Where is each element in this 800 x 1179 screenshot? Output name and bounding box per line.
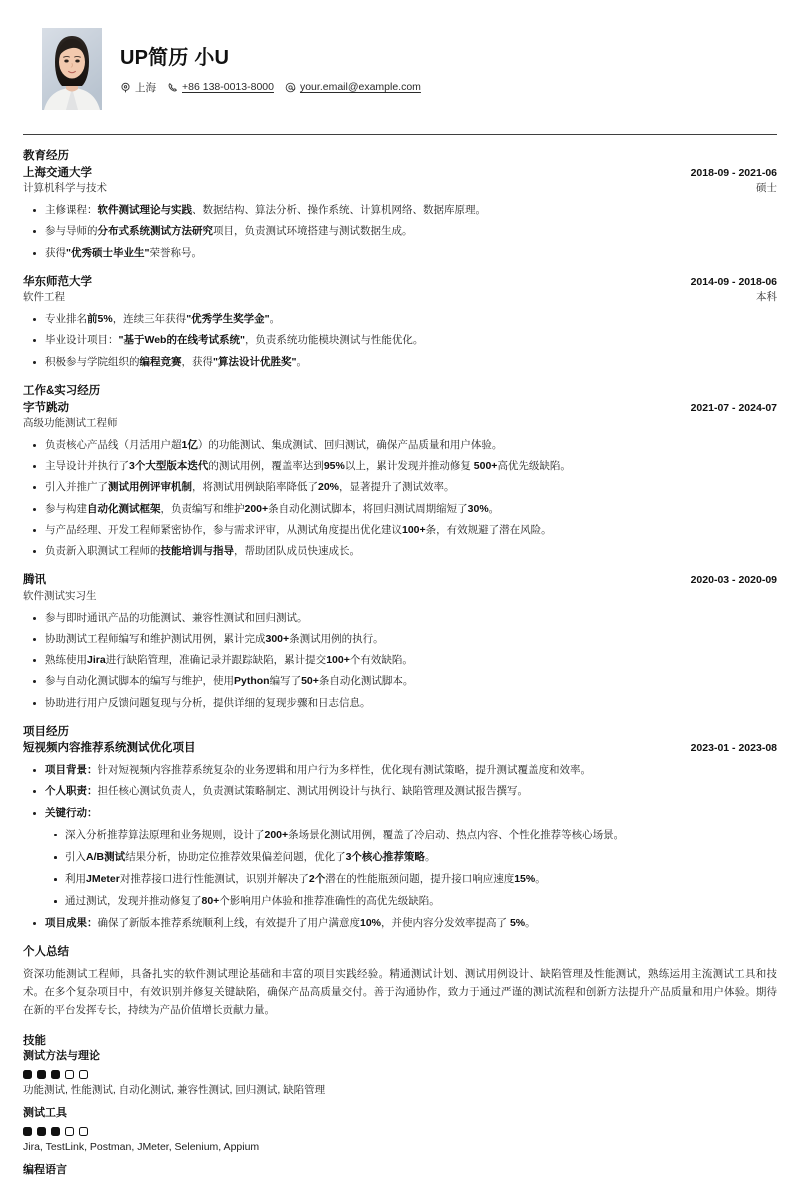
project-sub-bullets <box>45 828 777 910</box>
rating-dot-filled <box>37 1127 46 1136</box>
list-item: 毕业设计项目："基于Web的在线考试系统"，负责系统功能模块测试与性能优化。 <box>23 333 777 348</box>
work-company: 字节跳动 <box>23 401 69 414</box>
rating-dot-empty <box>79 1070 88 1079</box>
skill-name: 测试工具 <box>23 1107 67 1119</box>
contact-email[interactable] <box>285 81 421 93</box>
list-item: 负责新入职测试工程师的技能培训与指导，帮助团队成员快速成长。 <box>23 544 777 559</box>
section-education <box>23 148 777 370</box>
skill-rating <box>23 1127 777 1136</box>
candidate-name: UP简历 小U <box>120 46 230 69</box>
list-item: 获得"优秀硕士毕业生"荣誉称号。 <box>23 246 777 261</box>
list-item: 参与即时通讯产品的功能测试、兼容性测试和回归测试。 <box>23 611 777 626</box>
phone-icon <box>167 82 178 93</box>
rating-dot-filled <box>51 1070 60 1079</box>
skill-group <box>23 1106 777 1156</box>
list-item: 个人职责：担任核心测试负责人，负责测试策略制定、测试用例设计与执行、缺陷管理及测试报告撰写。 <box>23 784 777 799</box>
rating-dot-filled <box>51 1127 60 1136</box>
project-key-actions-label: 关键行动： <box>45 806 98 819</box>
contact-phone-text[interactable]: +86 138-0013-8000 <box>182 81 274 93</box>
rating-dot-filled <box>37 1070 46 1079</box>
work-entry <box>23 572 777 711</box>
education-major: 软件工程 <box>23 291 65 304</box>
resume-body <box>16 135 784 1179</box>
skill-name: 测试方法与理论 <box>23 1050 100 1063</box>
list-item: 通过测试，发现并推动修复了80+个影响用户体验和推荐准确性的高优先级缺陷。 <box>45 894 777 909</box>
section-title-education: 教育经历 <box>23 150 69 162</box>
section-projects <box>23 724 777 931</box>
skill-name: 编程语言 <box>23 1163 67 1176</box>
list-item: 专业排名前5%，连续三年获得"优秀学生奖学金"。 <box>23 312 777 327</box>
work-company: 腾讯 <box>23 574 46 587</box>
list-item: 项目背景：针对短视频内容推荐系统复杂的业务逻辑和用户行为多样性，优化现有测试策略，提升测试覆盖度和效率。 <box>23 763 777 778</box>
section-title-summary: 个人总结 <box>23 945 69 958</box>
skill-items: 功能测试, 性能测试, 自动化测试, 兼容性测试, 回归测试, 缺陷管理 <box>23 1084 326 1097</box>
education-degree: 本科 <box>756 291 777 304</box>
list-item: 协助测试工程师编写和维护测试用例，累计完成300+条测试用例的执行。 <box>23 632 777 647</box>
list-item: 积极参与学院组织的编程竞赛，获得"算法设计优胜奖"。 <box>23 355 777 370</box>
education-org: 上海交通大学 <box>23 166 92 179</box>
project-entry <box>23 740 777 930</box>
summary-text: 资深功能测试工程师，具备扎实的软件测试理论基础和丰富的项目实践经验。精通测试计划、测试用例设计、缺陷管理及性能测试，熟练运用主流测试工具和技术。在多个复杂项目中，有效识别并修复关键缺陷，确保产品高质量交付。善于沟通协作，致力于通过严谨的测试流程和创新方法提升产品质量和用户体验。期待在新的平台发挥专长，持续为产品价值增长贡献力量。 <box>23 967 777 1017</box>
section-title-projects: 项目经历 <box>23 725 69 738</box>
work-date: 2020-03 - 2020-09 <box>690 574 777 587</box>
list-item: 协助进行用户反馈问题复现与分析，提供详细的复现步骤和日志信息。 <box>23 696 777 711</box>
section-title-work: 工作&实习经历 <box>23 384 101 397</box>
education-bullets <box>23 203 777 261</box>
project-bullets <box>23 763 777 931</box>
list-item: 负责核心产品线（月活用户超1亿）的功能测试、集成测试、回归测试，确保产品质量和用户体验。 <box>23 438 777 453</box>
list-item: 参与构建自动化测试框架，负责编写和维护200+条自动化测试脚本，将回归测试周期缩短了30%。 <box>23 502 777 517</box>
section-summary <box>23 944 777 1020</box>
contact-phone[interactable] <box>167 81 274 93</box>
email-icon <box>285 82 296 93</box>
project-name: 短视频内容推荐系统测试优化项目 <box>23 742 196 755</box>
education-bullets <box>23 312 777 370</box>
rating-dot-filled <box>23 1127 32 1136</box>
skill-rating <box>23 1070 777 1079</box>
list-item: 项目成果：确保了新版本推荐系统顺利上线，有效提升了用户满意度10%，并使内容分发效率提高了 5%。 <box>23 916 777 931</box>
list-item: 利用JMeter对推荐接口进行性能测试，识别并解决了2个潜在的性能瓶颈问题，提升接口响应速度15%。 <box>45 872 777 887</box>
list-item: 主导设计并执行了3个大型版本迭代的测试用例，覆盖率达到95%以上，累计发现并推动修复 500+高优先级缺陷。 <box>23 459 777 474</box>
list-item: 深入分析推荐算法原理和业务规则，设计了200+条场景化测试用例，覆盖了冷启动、热点内容、个性化推荐等核心场景。 <box>45 828 777 843</box>
work-bullets <box>23 438 777 559</box>
contact-location-text: 上海 <box>135 81 156 94</box>
resume-header <box>16 0 784 110</box>
list-item: 参与自动化测试脚本的编写与维护，使用Python编写了50+条自动化测试脚本。 <box>23 674 777 689</box>
education-major: 计算机科学与技术 <box>23 182 107 195</box>
list-item: 熟练使用Jira进行缺陷管理，准确记录并跟踪缺陷，累计提交100+个有效缺陷。 <box>23 653 777 668</box>
work-entry <box>23 400 777 560</box>
skill-items: Jira, TestLink, Postman, JMeter, Selenium, Appium <box>23 1140 260 1153</box>
work-date: 2021-07 - 2024-07 <box>690 401 777 414</box>
header-text <box>120 44 421 95</box>
rating-dot-filled <box>23 1070 32 1079</box>
work-title: 高级功能测试工程师 <box>23 417 118 430</box>
list-item: 引入并推广了测试用例评审机制，将测试用例缺陷率降低了20%，显著提升了测试效率。 <box>23 480 777 495</box>
contact-email-text[interactable]: your.email@example.com <box>299 81 421 93</box>
list-item <box>23 806 777 910</box>
skill-group <box>23 1049 777 1099</box>
work-bullets <box>23 611 777 711</box>
work-title: 软件测试实习生 <box>23 589 97 602</box>
avatar <box>42 28 102 110</box>
education-date: 2014-09 - 2018-06 <box>690 275 777 288</box>
education-entry <box>23 165 777 261</box>
list-item: 参与导师的分布式系统测试方法研究项目，负责测试环境搭建与测试数据生成。 <box>23 224 777 239</box>
education-org: 华东师范大学 <box>23 275 92 288</box>
list-item: 引入A/B测试结果分析，协助定位推荐效果偏差问题，优化了3个核心推荐策略。 <box>45 850 777 865</box>
section-work <box>23 383 777 711</box>
rating-dot-empty <box>65 1127 74 1136</box>
contact-location <box>120 80 156 95</box>
education-degree: 硕士 <box>756 182 777 195</box>
contact-list <box>120 80 421 95</box>
education-date: 2018-09 - 2021-06 <box>690 166 777 179</box>
skill-group <box>23 1163 777 1179</box>
list-item: 与产品经理、开发工程师紧密协作，参与需求评审，从测试角度提出优化建议100+条，有效规避了潜在风险。 <box>23 523 777 538</box>
education-entry <box>23 274 777 370</box>
section-title-skills: 技能 <box>23 1034 46 1047</box>
rating-dot-empty <box>65 1070 74 1079</box>
location-icon <box>120 82 131 93</box>
project-date: 2023-01 - 2023-08 <box>690 742 777 755</box>
rating-dot-empty <box>79 1127 88 1136</box>
list-item: 主修课程：软件测试理论与实践、数据结构、算法分析、操作系统、计算机网络、数据库原理。 <box>23 203 777 218</box>
section-skills <box>23 1033 777 1179</box>
